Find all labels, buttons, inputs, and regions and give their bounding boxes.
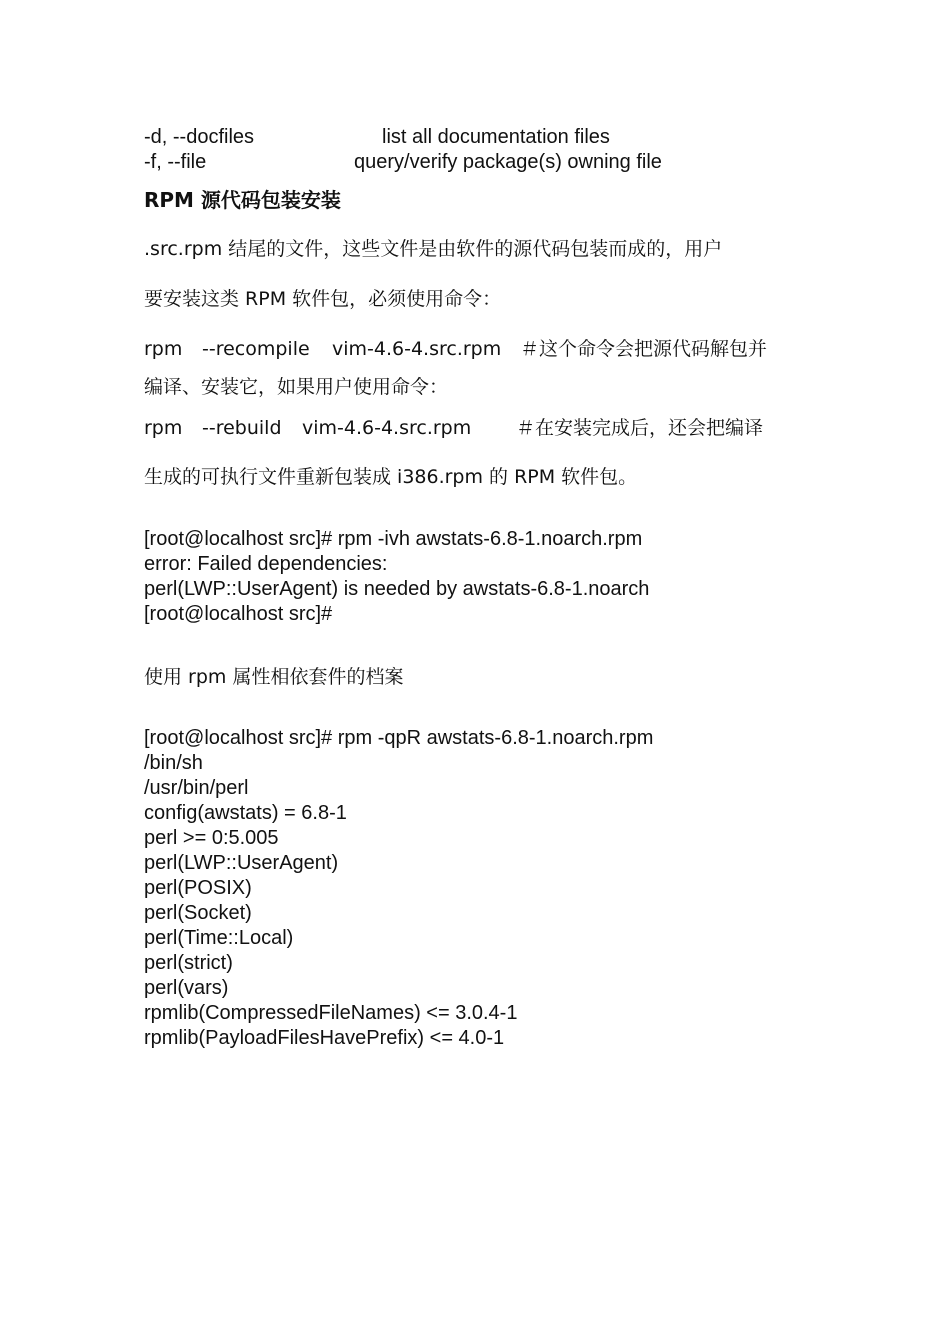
terminal-line: perl >= 0:5.005 (144, 827, 279, 849)
command-comment: ＃这个命令会把源代码解包并 (520, 338, 768, 360)
command-name: rpm (144, 417, 183, 439)
command-option: --recompile (202, 338, 310, 360)
terminal-line: /bin/sh (144, 752, 203, 774)
option-description: query/verify package(s) owning file (354, 151, 662, 173)
terminal-line: perl(POSIX) (144, 877, 252, 899)
terminal-line: rpmlib(PayloadFilesHavePrefix) <= 4.0-1 (144, 1027, 505, 1049)
option-row (144, 150, 844, 174)
option-description: list all documentation files (382, 126, 610, 148)
option-row (144, 125, 844, 149)
command-file: vim-4.6-4.src.rpm (332, 338, 502, 360)
rebuild-command-line (144, 416, 824, 440)
terminal-line: perl(LWP::UserAgent) (144, 852, 339, 874)
terminal-line: perl(strict) (144, 952, 233, 974)
terminal-line: [root@localhost src]# (144, 603, 333, 625)
rebuild-continuation: 生成的可执行文件重新包装成 i386.rpm 的 RPM 软件包。 (144, 466, 638, 488)
intro-line: .src.rpm 结尾的文件，这些文件是由软件的源代码包装而成的，用户 (144, 238, 723, 260)
recompile-continuation: 编译、安装它，如果用户使用命令： (144, 376, 449, 398)
terminal-line: perl(Socket) (144, 902, 252, 924)
command-name: rpm (144, 338, 183, 360)
recompile-command-line (144, 337, 824, 361)
command-file: vim-4.6-4.src.rpm (302, 417, 472, 439)
terminal-line: config(awstats) = 6.8-1 (144, 802, 347, 824)
terminal-line: error: Failed dependencies: (144, 553, 388, 575)
terminal-line: perl(vars) (144, 977, 229, 999)
command-option: --rebuild (202, 417, 282, 439)
terminal-line: rpmlib(CompressedFileNames) <= 3.0.4-1 (144, 1002, 518, 1024)
option-flag: -d, --docfiles (144, 126, 255, 148)
section-heading: RPM 源代码包装安装 (144, 188, 341, 212)
terminal-line: perl(LWP::UserAgent) is needed by awstats-6.8-1.noarch (144, 578, 650, 600)
option-flag: -f, --file (144, 151, 207, 173)
middle-note: 使用 rpm 属性相依套件的档案 (144, 666, 404, 688)
intro-line: 要安装这类 RPM 软件包，必须使用命令： (144, 288, 502, 310)
terminal-line: perl(Time::Local) (144, 927, 294, 949)
command-comment: ＃在安装完成后，还会把编译 (516, 417, 764, 439)
terminal-line: [root@localhost src]# rpm -qpR awstats-6.8-1.noarch.rpm (144, 727, 654, 749)
terminal-line: /usr/bin/perl (144, 777, 249, 799)
terminal-line: [root@localhost src]# rpm -ivh awstats-6.8-1.noarch.rpm (144, 528, 643, 550)
